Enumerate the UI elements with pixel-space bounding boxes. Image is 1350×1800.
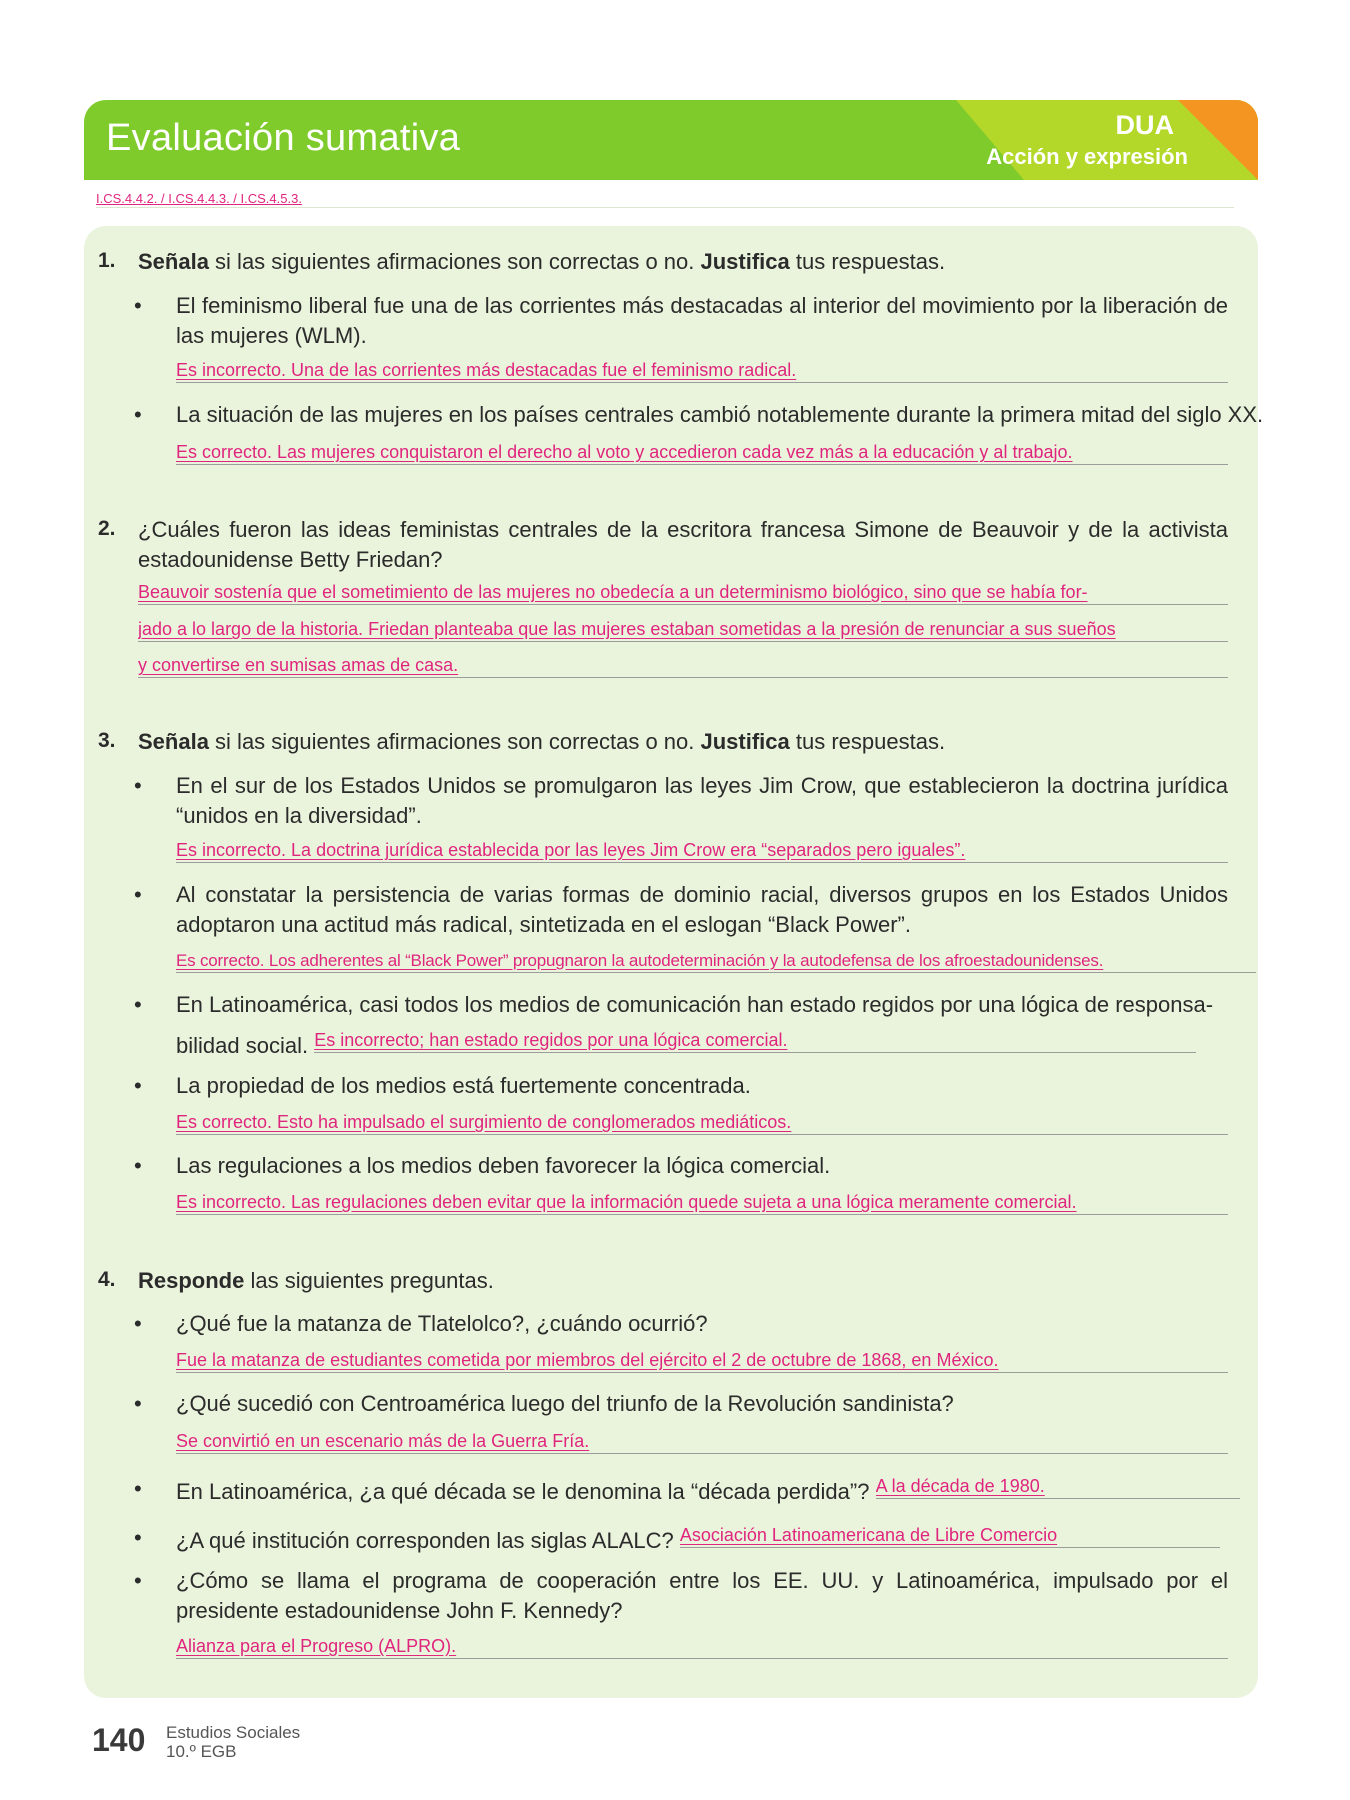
section-title: Evaluación sumativa [106, 117, 461, 159]
divider [96, 207, 1234, 208]
bullet: • [134, 1311, 142, 1336]
q3-statement-2: Al constatar la persistencia de varias formas de dominio racial, diversos grupos en los Estados Unidos adoptaron una actitud más radical, sintetizada en el eslogan “Black Power”. [176, 882, 1228, 937]
question-3-prompt: Señala si las siguientes afirmaciones son correctas o no. Justifica tus respuestas. [138, 729, 946, 754]
q3-answer-3[interactable]: Es incorrecto; han estado regidos por una lógica comercial. [314, 1028, 1196, 1053]
q4-question-4: ¿A qué institución corresponden las siglas ALALC? Asociación Latinoamericana de Libre Comercio [176, 1523, 1236, 1556]
q2-answer-line-2[interactable]: jado a lo largo de la historia. Friedan planteaba que las mujeres estaban sometidas a la presión de renunciar a sus sueños [138, 617, 1228, 642]
question-number-3: 3. [98, 729, 116, 752]
q3-answer-1[interactable]: Es incorrecto. La doctrina jurídica establecida por las leyes Jim Crow era “separados pero iguales”. [176, 838, 1228, 863]
q4-question-5: ¿Cómo se llama el programa de cooperación entre los EE. UU. y Latinoamérica, impulsado por el presidente estadounidense John F. Kennedy? [176, 1568, 1228, 1623]
q1-answer-2[interactable]: Es correcto. Las mujeres conquistaron el derecho al voto y accedieron cada vez más a la educación y al trabajo. [176, 440, 1228, 465]
bullet: • [134, 402, 142, 427]
q2-answer-line-3[interactable]: y convertirse en sumisas amas de casa. [138, 653, 1228, 678]
bullet: • [134, 1525, 142, 1550]
q3-answer-5[interactable]: Es incorrecto. Las regulaciones deben evitar que la información quede sujeta a una lógica meramente comercial. [176, 1190, 1228, 1215]
q2-answer-line-1[interactable]: Beauvoir sostenía que el sometimiento de las mujeres no obedecía a un determinismo biológico, sino que se había for- [138, 580, 1228, 605]
bullet: • [134, 1476, 142, 1501]
q1-answer-1[interactable]: Es incorrecto. Una de las corrientes más destacadas fue el feminismo radical. [176, 358, 1228, 383]
q1-statement-2: La situación de las mujeres en los países centrales cambió notablemente durante la primera mitad del siglo XX. [176, 402, 1264, 427]
bullet: • [134, 773, 142, 798]
q4-answer-5[interactable]: Alianza para el Progreso (ALPRO). [176, 1634, 1228, 1659]
q3-statement-5: Las regulaciones a los medios deben favorecer la lógica comercial. [176, 1153, 831, 1178]
q4-answer-1[interactable]: Fue la matanza de estudiantes cometida por miembros del ejército el 2 de octubre de 1868, en México. [176, 1348, 1228, 1373]
q1-statement-1: El feminismo liberal fue una de las corrientes más destacadas al interior del movimiento por la liberación de las mujeres (WLM). [176, 293, 1228, 348]
bullet: • [134, 992, 142, 1017]
q4-question-2: ¿Qué sucedió con Centroamérica luego del triunfo de la Revolución sandinista? [176, 1391, 954, 1416]
question-4-prompt: Responde las siguientes preguntas. [138, 1268, 494, 1293]
q3-statement-1: En el sur de los Estados Unidos se promulgaron las leyes Jim Crow, que establecieron la doctrina jurídica “unidos en la diversidad”. [176, 773, 1228, 828]
question-number-1: 1. [98, 249, 116, 272]
bullet: • [134, 1391, 142, 1416]
bullet: • [134, 882, 142, 907]
dua-subtitle: Acción y expresión [986, 144, 1188, 169]
q4-question-3: En Latinoamérica, ¿a qué década se le denomina la “década perdida”? A la década de 1980. [176, 1474, 1236, 1507]
footer-subject: Estudios Sociales [166, 1723, 301, 1742]
q4-question-1: ¿Qué fue la matanza de Tlatelolco?, ¿cuándo ocurrió? [176, 1311, 708, 1336]
question-2-prompt: ¿Cuáles fueron las ideas feministas centrales de la escritora francesa Simone de Beauvoir y de la activista estadounidense Betty Friedan? [138, 517, 1228, 572]
q3-answer-2[interactable]: Es correcto. Los adherentes al “Black Power” propugnaron la autodeterminación y la autodefensa de los afroestadounidenses. [176, 948, 1256, 973]
curriculum-codes: I.CS.4.4.2. / I.CS.4.4.3. / I.CS.4.5.3. [96, 191, 302, 206]
q4-answer-3[interactable]: A la década de 1980. [876, 1474, 1240, 1499]
q4-answer-2[interactable]: Se convirtió en un escenario más de la Guerra Fría. [176, 1429, 1228, 1454]
footer-grade: 10.º EGB [166, 1742, 237, 1761]
page-number: 140 [92, 1722, 146, 1758]
bullet: • [134, 1153, 142, 1178]
bullet: • [134, 1568, 142, 1593]
section-header [84, 100, 1258, 180]
q4-answer-4[interactable]: Asociación Latinoamericana de Libre Comercio [680, 1523, 1220, 1548]
q3-statement-3-line-1: En Latinoamérica, casi todos los medios de comunicación han estado regidos por una lógica de responsa- [176, 992, 1214, 1017]
question-1-prompt: Señala si las siguientes afirmaciones son correctas o no. Justifica tus respuestas. [138, 249, 946, 274]
dua-label: DUA [1115, 110, 1174, 140]
q3-statement-4: La propiedad de los medios está fuertemente concentrada. [176, 1073, 751, 1098]
bullet: • [134, 1073, 142, 1098]
q3-statement-3-line-2: bilidad social. Es incorrecto; han estado regidos por una lógica comercial. [176, 1028, 1236, 1061]
q3-answer-4[interactable]: Es correcto. Esto ha impulsado el surgimiento de conglomerados mediáticos. [176, 1110, 1228, 1135]
question-number-2: 2. [98, 517, 116, 540]
question-number-4: 4. [98, 1268, 116, 1291]
bullet: • [134, 293, 142, 318]
